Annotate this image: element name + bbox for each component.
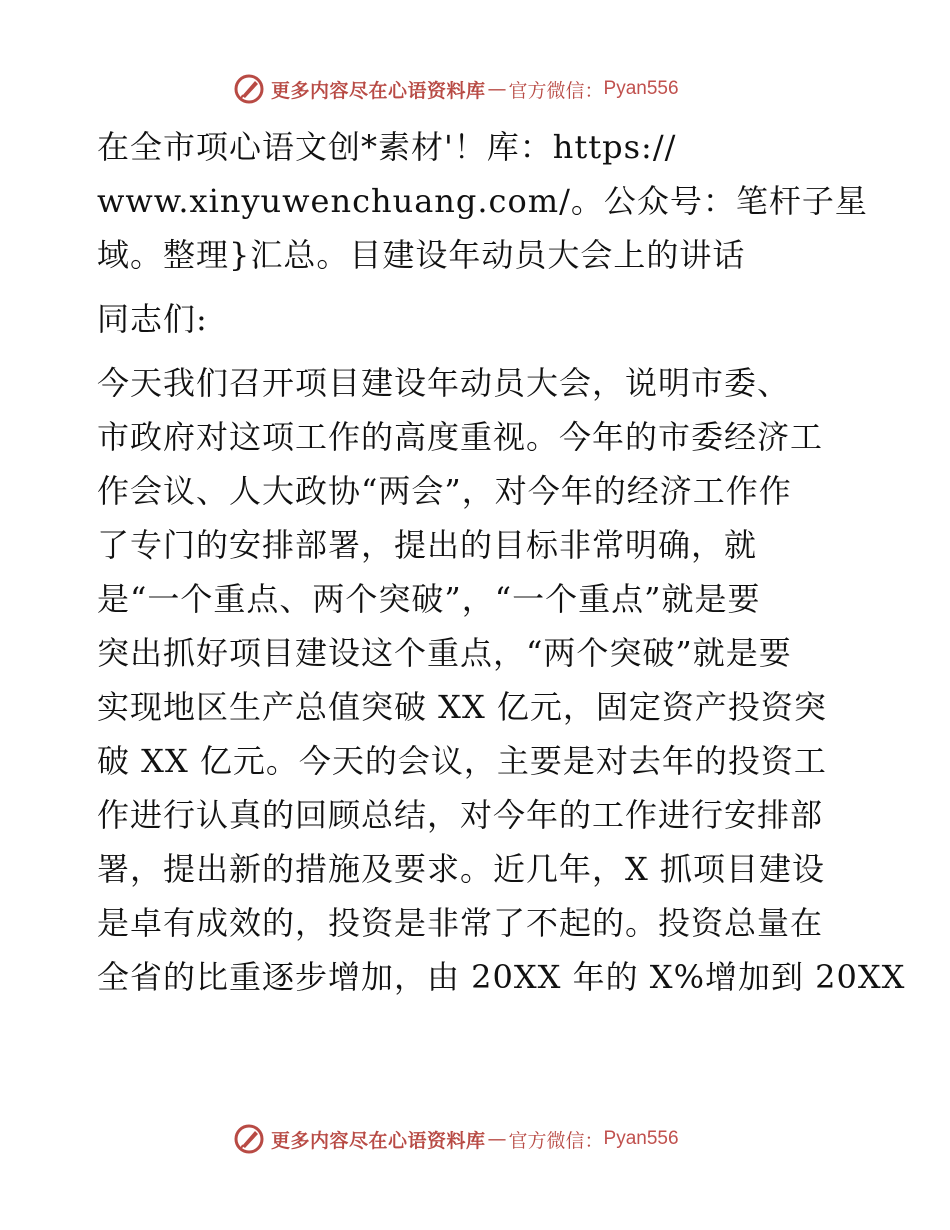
banner-text: 更多内容尽在心语资料库: [271, 1129, 486, 1152]
footer-banner: [233, 1122, 733, 1156]
banner-official-label: 官方微信：: [508, 79, 604, 102]
paragraph-line: 是卓有成效的，投资是非常了不起的。投资总量在: [97, 904, 824, 942]
intro-line: 在全市项心语文创*素材'！库：https://: [97, 128, 677, 166]
paragraph-line: 是“一个重点、两个突破”，“一个重点”就是要: [97, 580, 761, 618]
document-body: [97, 120, 906, 1004]
intro-line: 域。整理}汇总。目建设年动员大会上的讲话: [97, 236, 746, 274]
quill-logo-icon: [233, 1123, 265, 1155]
banner-dash: —: [487, 1128, 507, 1150]
banner-official-label: 官方微信：: [508, 1129, 604, 1152]
paragraph-line: 今天我们召开项目建设年动员大会，说明市委、: [97, 364, 791, 402]
salutation: 同志们:: [97, 300, 208, 338]
paragraph-line: 全省的比重逐步增加，由 20XX 年的 X%增加到 20XX: [97, 958, 906, 996]
paragraph-line: 作进行认真的回顾总结，对今年的工作进行安排部: [97, 796, 824, 834]
header-banner: [233, 72, 733, 106]
paragraph-line: 突出抓好项目建设这个重点，“两个突破”就是要: [97, 634, 792, 672]
quill-logo-icon: [233, 73, 265, 105]
banner-text: 更多内容尽在心语资料库: [271, 79, 486, 102]
paragraph-line: 署，提出新的措施及要求。近几年，X 抓项目建设: [97, 850, 825, 888]
banner-wechat-id: Pyan556: [603, 78, 679, 99]
intro-line: www.xinyuwenchuang.com/。公众号：笔杆子星: [97, 182, 868, 220]
paragraph-line: 作会议、人大政协“两会”，对今年的经济工作作: [97, 472, 792, 510]
paragraph-line: 了专门的安排部署，提出的目标非常明确，就: [97, 526, 758, 564]
paragraph-line: 破 XX 亿元。今天的会议，主要是对去年的投资工: [97, 742, 827, 780]
banner-wechat-id: Pyan556: [603, 1128, 679, 1149]
paragraph-line: 实现地区生产总值突破 XX 亿元，固定资产投资突: [97, 688, 827, 726]
banner-dash: —: [487, 78, 507, 100]
paragraph-line: 市政府对这项工作的高度重视。今年的市委经济工: [97, 418, 824, 456]
